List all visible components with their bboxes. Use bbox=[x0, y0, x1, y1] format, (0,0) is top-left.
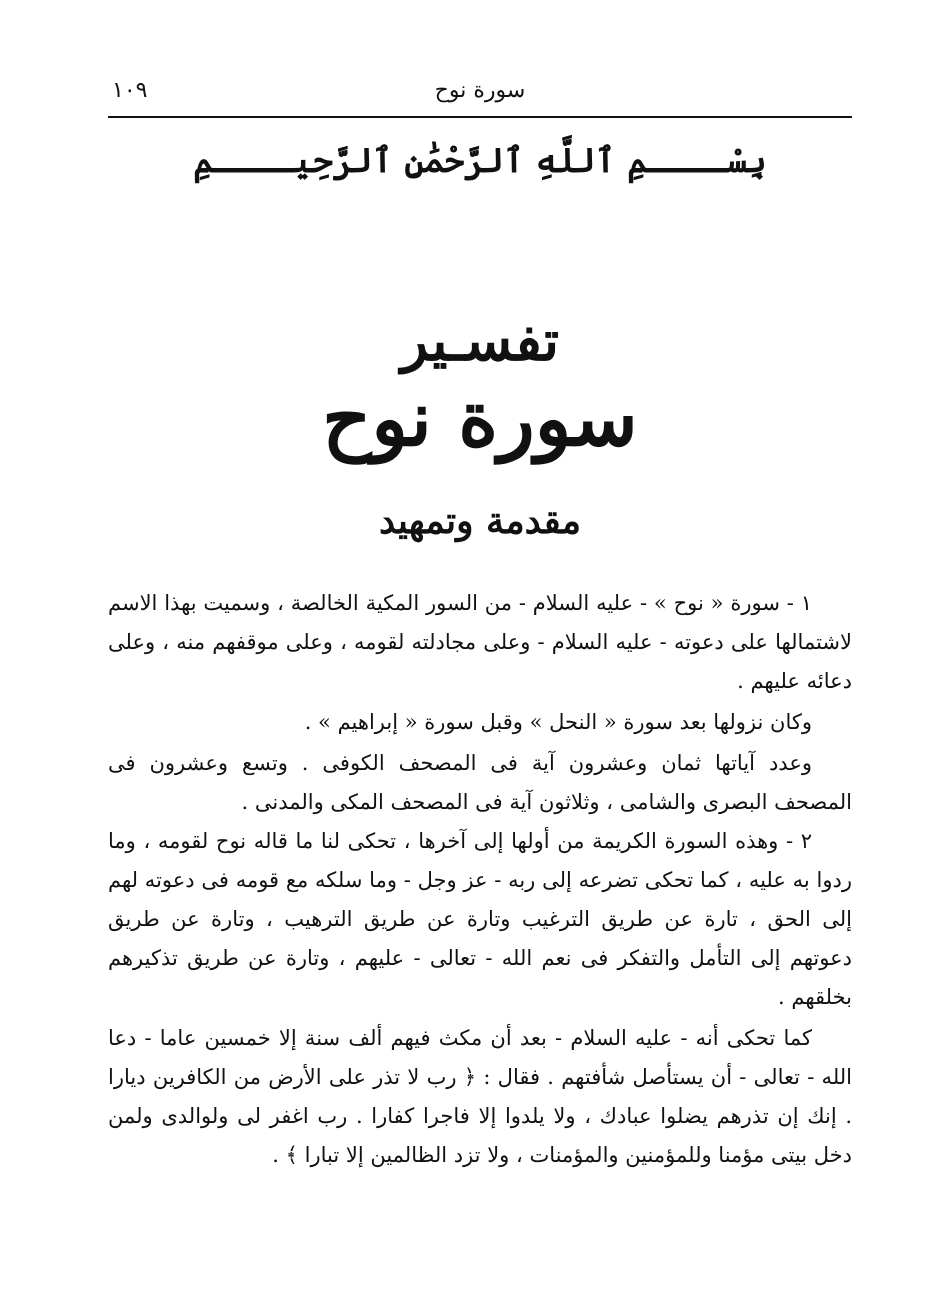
running-header-title: سورة نوح bbox=[434, 78, 526, 103]
basmala: بِسْــــمِ ٱللَّهِ ٱلرَّحْمَٰنِ ٱلرَّحِيــــمِ bbox=[193, 141, 767, 181]
section-heading: مقدمة وتمهيد bbox=[378, 500, 582, 542]
paragraph-2: وكان نزولها بعد سورة « النحل » وقبل سورة « إبراهيم » . bbox=[304, 710, 812, 734]
header-rule bbox=[108, 116, 852, 118]
paragraph-1: ١ - سورة « نوح » - عليه السلام - من السور المكية الخالصة ، وسميت بهذا الاسم لاشتمالها على دعوته - عليه السلام - وعلى مجادلته لقومه ، وعلى موقفهم منه ، وعلى دعائه عليهم . bbox=[108, 591, 852, 693]
title-surah-name: سورة نوح bbox=[322, 374, 638, 463]
paragraph-3: وعدد آياتها ثمان وعشرون آية فى المصحف الكوفى . وتسع وعشرون فى المصحف البصرى والشامى ، وثلاثون آية فى المصحف المكى والمدنى . bbox=[108, 751, 852, 814]
title-tafsir: تفسـير bbox=[400, 308, 560, 374]
page-number: ١٠٩ bbox=[112, 78, 148, 103]
body-text bbox=[108, 584, 852, 1175]
paragraph-4: ٢ - وهذه السورة الكريمة من أولها إلى آخرها ، تحكى لنا ما قاله نوح لقومه ، وما ردوا به عليه ، كما تحكى تضرعه إلى ربه - عز وجل - وما سلكه مع قومه فى دعوته لهم إلى الحق ، تارة عن طريق الترغيب وتارة عن طريق الترهيب ، وتارة عن طريق دعوتهم إلى التأمل والتفكر فى نعم الله - تعالى - عليهم ، وتارة عن طريق تذكيرهم بخلقهم . bbox=[108, 829, 852, 1009]
paragraph-5: كما تحكى أنه - عليه السلام - بعد أن مكث فيهم ألف سنة إلا خمسين عاما - دعا الله - تعالى - أن يستأصل شأفتهم . فقال : ﴿ رب لا تذر على الأرض من الكافرين ديارا . إنك إن تذرهم يضلوا عبادك ، ولا يلدوا إلا فاجرا كفارا . رب اغفر لى ولوالدى ولمن دخل بيتى مؤمنا وللمؤمنين والمؤمنات ، ولا تزد الظالمين إلا تبارا ﴾ . bbox=[108, 1026, 853, 1167]
running-header bbox=[108, 78, 852, 114]
